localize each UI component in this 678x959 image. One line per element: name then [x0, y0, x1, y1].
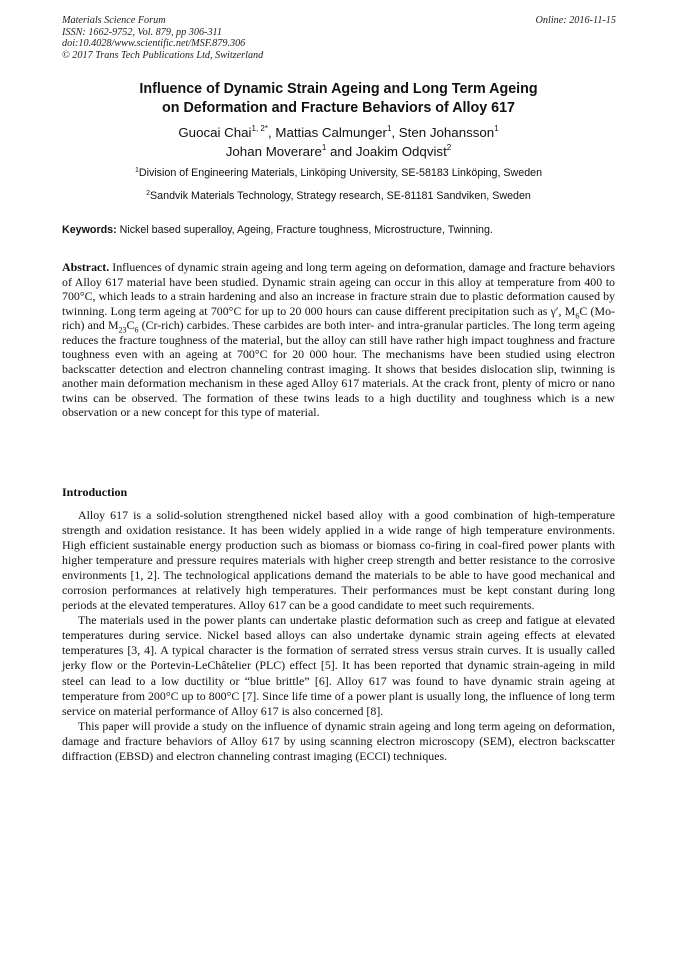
- paper-title: [62, 80, 615, 118]
- author-name: Johan Moverare: [225, 144, 322, 159]
- abstract: [62, 260, 615, 420]
- keywords-label: Keywords:: [62, 224, 117, 236]
- journal-issn: ISSN: 1662-9752, Vol. 879, pp 306-311: [62, 26, 222, 38]
- author-line-2: [62, 142, 615, 161]
- author-name: and Joakim Odqvist: [326, 144, 447, 159]
- paragraph: The materials used in the power plants can undertake plastic deformation such as creep and fatigue at elevated temperatures during service. Nickel based alloys can also undertake dynamic strain ageing effects at elevated temperatures [3, 4]. A typical character is the formation of serrated stress versus strain curves. It is usually called jerky flow or the Portevin-LeChâtelier (PLC) effect [5]. It has been reported that dynamic strain-ageing in mild steel can lead to a low ductility or “blue brittle” [6]. Alloy 617 was found to have dynamic strain ageing at temperature from 200°C up to 800°C [7]. Since life time of a power plant is usually long, the influence of long term service on material performance of Alloy 617 is also concerned [8].: [62, 613, 615, 718]
- author-affiliation-mark: 1: [321, 143, 327, 152]
- affiliation-text: Division of Engineering Materials, Linköping University, SE-58183 Linköping, Sweden: [138, 167, 543, 179]
- keywords: [62, 224, 615, 237]
- journal-doi[interactable]: doi:10.4028/www.scientific.net/MSF.879.306: [62, 38, 246, 49]
- journal-header: [62, 15, 422, 61]
- author-name: , Mattias Calmunger: [267, 125, 387, 140]
- paper-title-line-2: on Deformation and Fracture Behaviors of Alloy 617: [162, 100, 515, 116]
- affiliation-1: [62, 167, 615, 180]
- author-affiliation-mark: 1: [494, 124, 499, 133]
- author-line-1: [62, 123, 615, 142]
- abstract-subscript: 6: [575, 310, 580, 320]
- keywords-text: Nickel based superalloy, Ageing, Fracture toughness, Microstructure, Twinning.: [116, 224, 493, 236]
- author-name: , Sten Johansson: [391, 125, 495, 140]
- introduction-body: [62, 508, 615, 764]
- journal-name: Materials Science Forum: [62, 15, 166, 26]
- abstract-subscript: 23: [118, 325, 127, 335]
- abstract-text: C: [126, 318, 135, 332]
- author-list: [62, 123, 615, 161]
- author-affiliation-mark: 2: [446, 143, 452, 152]
- affiliation-mark: 2: [146, 190, 151, 197]
- paragraph: Alloy 617 is a solid-solution strengthened nickel based alloy with a good combination of high-temperature strength and oxidation resistance. It has been widely applied in a wide range of high temperature environments. High efficient sustainable energy production such as biomass or biomass co-firing in coal-fired power plants with higher temperature and pressure requires materials with higher creep strength and better resistance to the corrosive environments [1, 2]. The technological applications demand the materials to be able to have good mechanical and corrosion performances at relatively high temperatures. Their performances must be kept constant during long periods at the elevated temperatures. Alloy 617 can be a good candidate to meet such requirements.: [62, 508, 615, 613]
- paragraph: This paper will provide a study on the influence of dynamic strain ageing and long term ageing on deformation, damage and fracture behaviors of Alloy 617 by using scanning electron microscopy (SEM), electron backscatter diffraction (EBSD) and electron channeling contrast imaging (ECCI) techniques.: [62, 718, 615, 763]
- online-date: Online: 2016-11-15: [535, 15, 616, 26]
- abstract-subscript: 6: [134, 325, 139, 335]
- abstract-label: Abstract.: [62, 260, 110, 274]
- author-affiliation-mark: 1: [386, 124, 392, 133]
- abstract-text: (Cr-rich) carbides. These carbides are both inter- and intra-granular particles. The long term ageing reduces the fracture toughness of the material, but the alloy can still have rather high impact toughness and fracture toughness even with an ageing at 700°C for 20 000 hour. The mechanisms have been studied using electron backscatter detection and electron channeling contrast imaging. It shows that besides dislocation slip, twinning is another main deformation mechanism in these aged Alloy 617 materials. At the crack front, plenty of micro or nano twins can be observed. The formation of these twins leads to a high ductility and toughness which is a new observation or a new concept for this type of material.: [62, 318, 615, 419]
- affiliation-mark: 1: [134, 167, 139, 174]
- author-affiliation-mark: 1, 2*: [251, 124, 268, 133]
- paper-title-line-1: Influence of Dynamic Strain Ageing and Long Term Ageing: [139, 81, 538, 97]
- section-heading-introduction: Introduction: [62, 485, 128, 499]
- affiliation-2: [62, 190, 615, 203]
- journal-copyright: © 2017 Trans Tech Publications Ltd, Switzerland: [62, 49, 264, 61]
- author-name: Guocai Chai: [178, 125, 252, 140]
- affiliation-text: Sandvik Materials Technology, Strategy research, SE-81181 Sandviken, Sweden: [150, 190, 531, 202]
- abstract-text: Influences of dynamic strain ageing and long term ageing on deformation, damage and fracture behaviors of Alloy 617 material have been studied. Dynamic strain ageing can occur in this alloy at temperature from 400 to 700°C, which leads to a strain hardening and also an increase in fracture strain due to plastic deformation caused by twinning. Long term ageing at 700°C for up to 20 000 hours can cause different precipitation such as γ′, M: [62, 260, 615, 318]
- abstract-text: C (Mo-rich) and M: [62, 303, 615, 332]
